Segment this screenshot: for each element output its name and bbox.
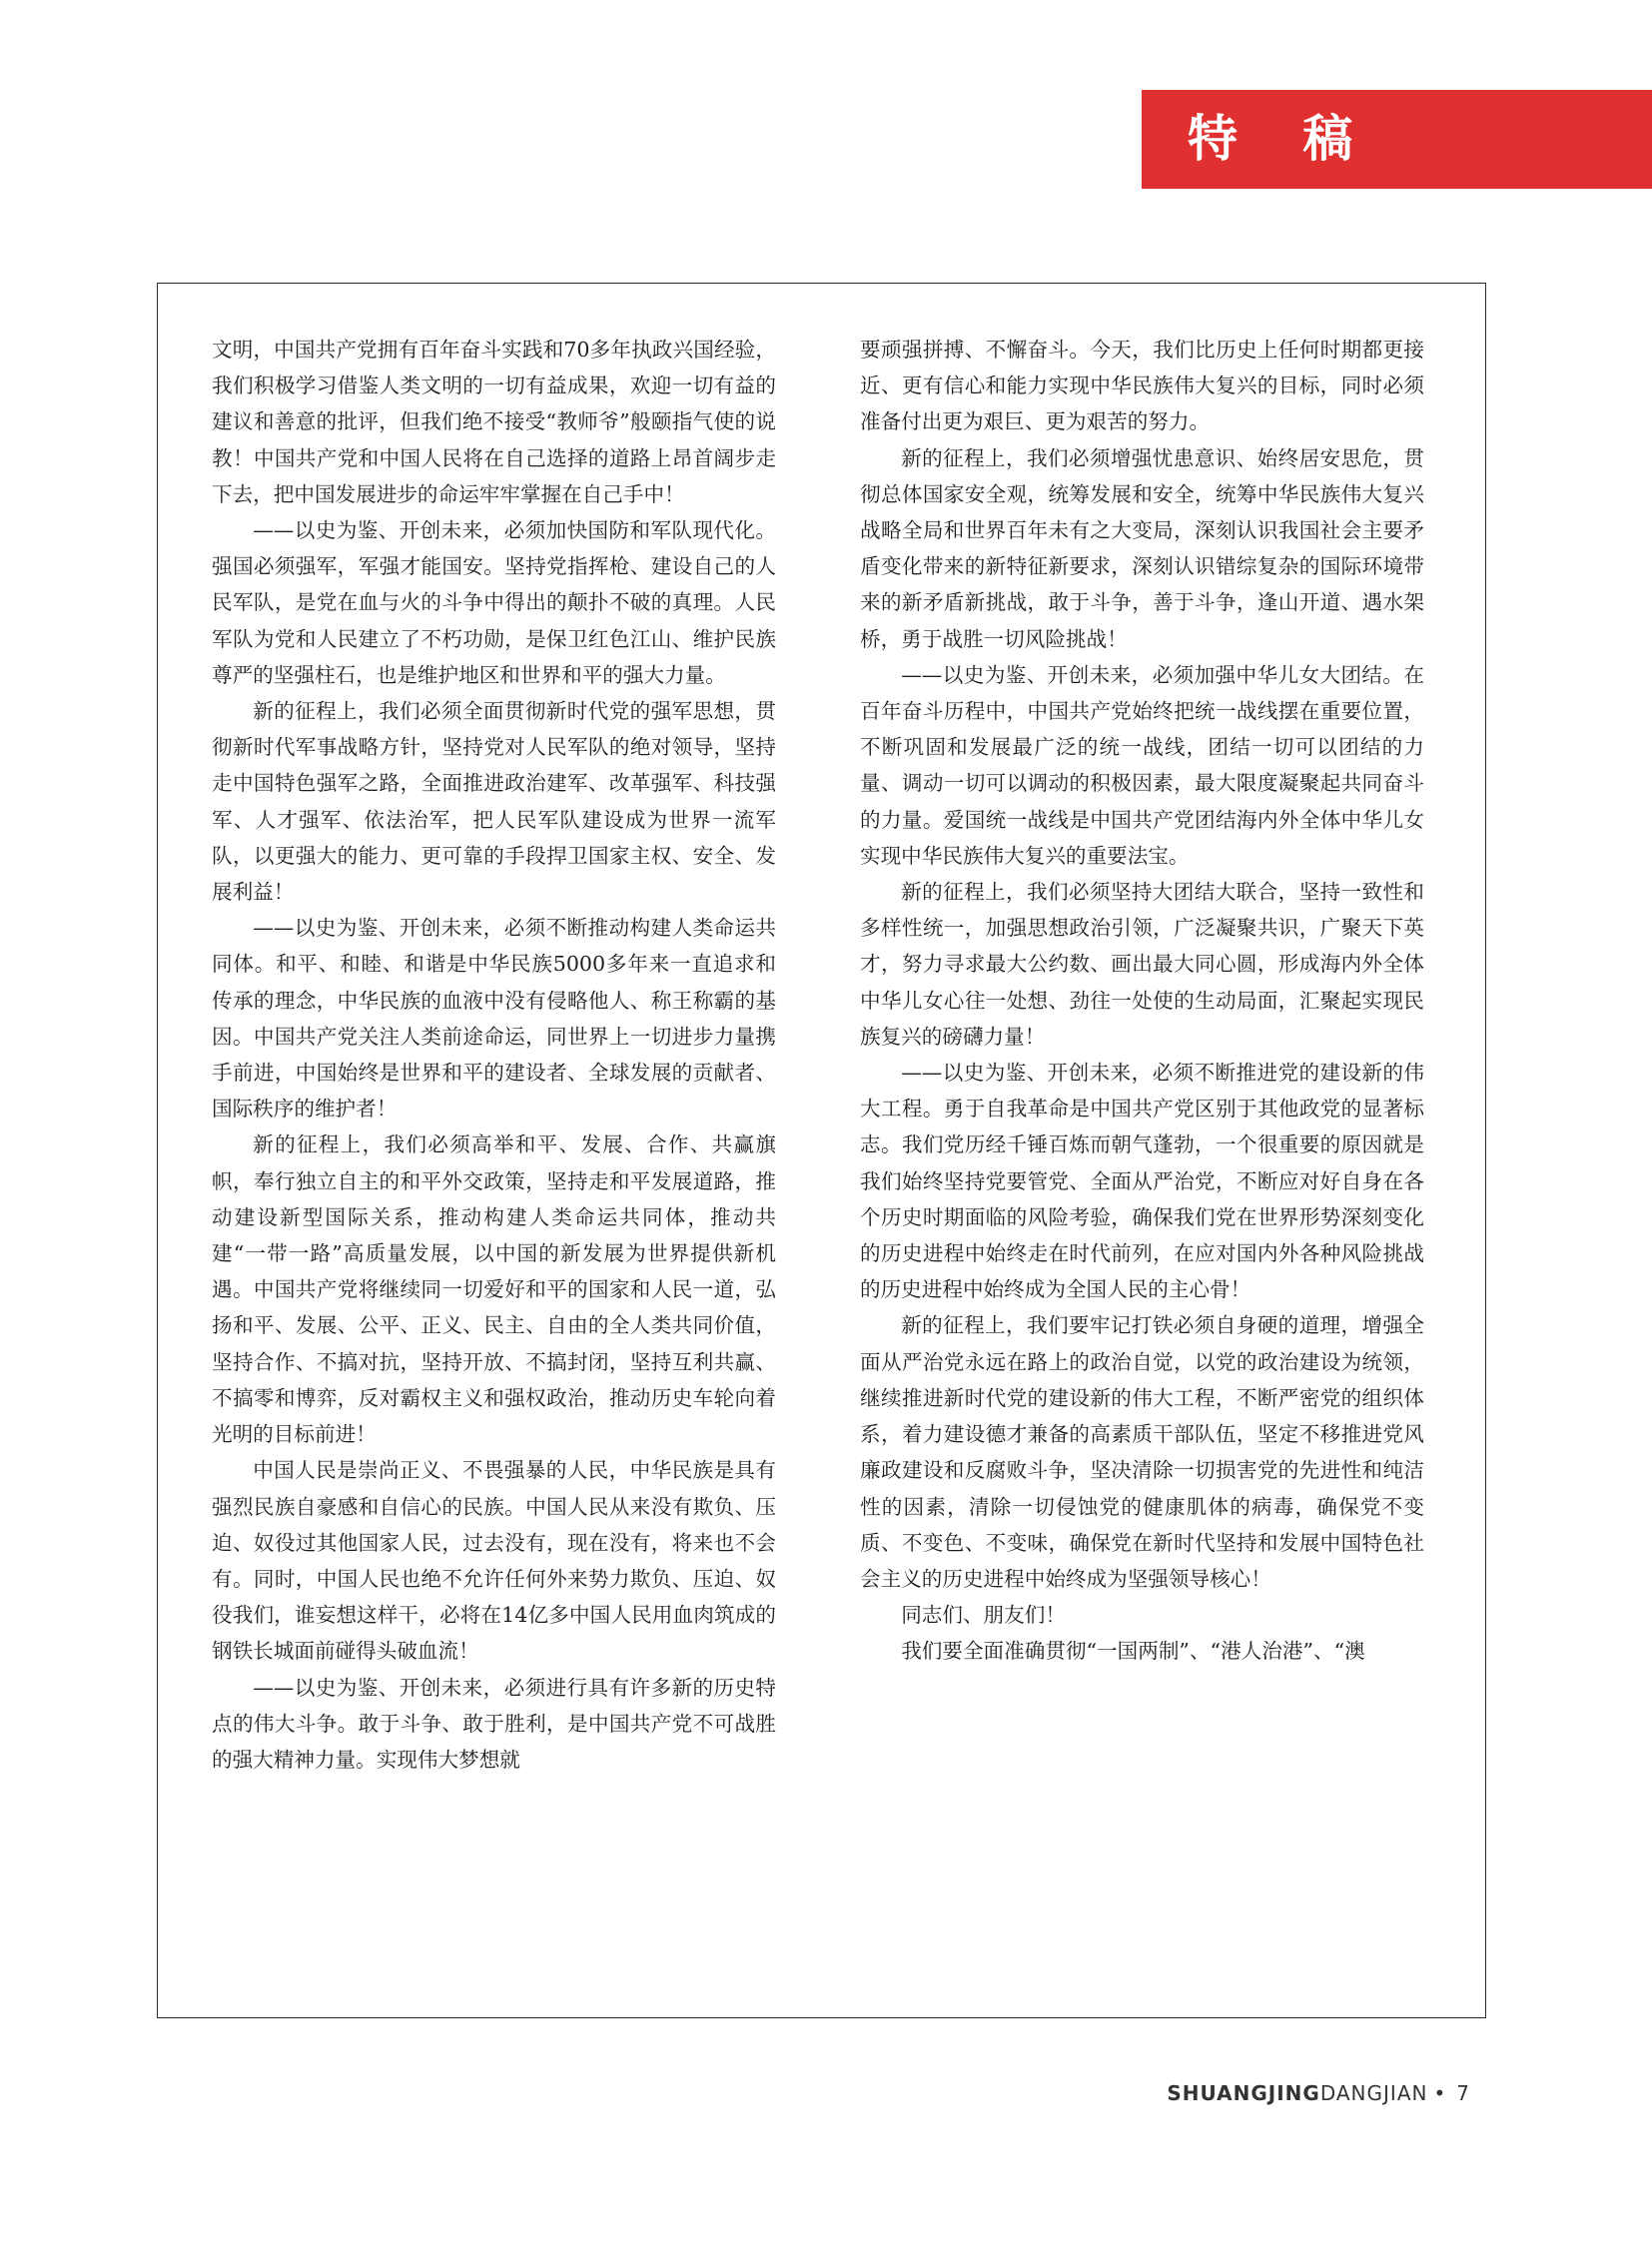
paragraph: 新的征程上，我们必须高举和平、发展、合作、共赢旗帜，奉行独立自主的和平外交政策，坚持走和平发展道路，推动建设新型国际关系，推动构建人类命运共同体，推动共建“一带一路”高质量发展，以中国的新发展为世界提供新机遇。中国共产党将继续同一切爱好和平的国家和人民一道，弘扬和平、发展、公平、正义、民主、自由的全人类共同价值，坚持合作、不搞对抗，坚持开放、不搞封闭，坚持互利共赢、不搞零和博弈，反对霸权主义和强权政治，推动历史车轮向着光明的目标前进！	[212, 1132, 776, 1447]
footer-brand-bold: SHUANGJING	[1167, 2081, 1320, 2105]
paragraph: ——以史为鉴、开创未来，必须不断推进党的建设新的伟大工程。勇于自我革命是中国共产党区别于其他政党的显著标志。我们党历经千锤百炼而朝气蓬勃，一个很重要的原因就是我们始终坚持党要管党、全面从严治党，不断应对好自身在各个历史时期面临的风险考验，确保我们党在世界形势深刻变化的历史进程中始终走在时代前列，在应对国内外各种风险挑战的历史进程中始终成为全国人民的主心骨！	[860, 1061, 1424, 1302]
paragraph: ——以史为鉴、开创未来，必须加强中华儿女大团结。在百年奋斗历程中，中国共产党始终把统一战线摆在重要位置，不断巩固和发展最广泛的统一战线，团结一切可以团结的力量、调动一切可以调动的积极因素，最大限度凝聚起共同奋斗的力量。爱国统一战线是中国共产党团结海内外全体中华儿女实现中华民族伟大复兴的重要法宝。	[860, 662, 1424, 868]
paragraph: 新的征程上，我们必须全面贯彻新时代党的强军思想，贯彻新时代军事战略方针，坚持党对人民军队的绝对领导，坚持走中国特色强军之路，全面推进政治建军、改革强军、科技强军、人才强军、依法治军，把人民军队建设成为世界一流军队，以更强大的能力、更可靠的手段捍卫国家主权、安全、发展利益！	[212, 699, 776, 905]
paragraph: 中国人民是崇尚正义、不畏强暴的人民，中华民族是具有强烈民族自豪感和自信心的民族。中国人民从来没有欺负、压迫、奴役过其他国家人民，过去没有，现在没有，将来也不会有。同时，中国人民也绝不允许任何外来势力欺负、压迫、奴役我们，谁妄想这样干，必将在14亿多中国人民用血肉筑成的钢铁长城面前碰得头破血流！	[212, 1458, 776, 1664]
paragraph: ——以史为鉴、开创未来，必须进行具有许多新的历史特点的伟大斗争。敢于斗争、敢于胜利，是中国共产党不可战胜的强大精神力量。实现伟大梦想就	[212, 1675, 776, 1772]
paragraph: 新的征程上，我们必须坚持大团结大联合，坚持一致性和多样性统一，加强思想政治引领，广泛凝聚共识，广聚天下英才，努力寻求最大公约数、画出最大同心圆，形成海内外全体中华儿女心往一处想、劲往一处使的生动局面，汇聚起实现民族复兴的磅礴力量！	[860, 880, 1424, 1049]
footer-separator: •	[1433, 2081, 1447, 2105]
paragraph: ——以史为鉴、开创未来，必须不断推动构建人类命运共同体。和平、和睦、和谐是中华民族5000多年来一直追求和传承的理念，中华民族的血液中没有侵略他人、称王称霸的基因。中国共产党关注人类前途命运，同世界上一切进步力量携手前进，中国始终是世界和平的建设者、全球发展的贡献者、国际秩序的维护者！	[212, 916, 776, 1122]
page-footer	[1167, 2081, 1470, 2105]
article-frame	[157, 283, 1486, 2018]
paragraph: 新的征程上，我们要牢记打铁必须自身硬的道理，增强全面从严治党永远在路上的政治自觉，以党的政治建设为统领，继续推进新时代党的建设新的伟大工程，不断严密党的组织体系，着力建设德才兼备的高素质干部队伍，坚定不移推进党风廉政建设和反腐败斗争，坚决清除一切损害党的先进性和纯洁性的因素，清除一切侵蚀党的健康肌体的病毒，确保党不变质、不变色、不变味，确保党在新时代坚持和发展中国特色社会主义的历史进程中始终成为坚强领导核心！	[860, 1313, 1424, 1591]
footer-brand-light: DANGJIAN	[1319, 2081, 1428, 2105]
section-banner: 特 稿	[1142, 90, 1652, 189]
page-number: 7	[1456, 2081, 1470, 2105]
paragraph: 文明，中国共产党拥有百年奋斗实践和70多年执政兴国经验，我们积极学习借鉴人类文明的一切有益成果，欢迎一切有益的建议和善意的批评，但我们绝不接受“教师爷”般颐指气使的说教！中国共产党和中国人民将在自己选择的道路上昂首阔步走下去，把中国发展进步的命运牢牢掌握在自己手中！	[212, 338, 776, 506]
paragraph: 新的征程上，我们必须增强忧患意识、始终居安思危，贯彻总体国家安全观，统筹发展和安全，统筹中华民族伟大复兴战略全局和世界百年未有之大变局，深刻认识我国社会主要矛盾变化带来的新特征新要求，深刻认识错综复杂的国际环境带来的新矛盾新挑战，敢于斗争，善于斗争，逢山开道、遇水架桥，勇于战胜一切风险挑战！	[860, 445, 1424, 651]
left-column	[212, 332, 776, 1778]
paragraph: ——以史为鉴、开创未来，必须加快国防和军队现代化。强国必须强军，军强才能国安。坚持党指挥枪、建设自己的人民军队，是党在血与火的斗争中得出的颠扑不破的真理。人民军队为党和人民建立了不朽功勋，是保卫红色江山、维护民族尊严的坚强柱石，也是维护地区和世界和平的强大力量。	[212, 518, 776, 687]
paragraph: 我们要全面准确贯彻“一国两制”、“港人治港”、“澳	[901, 1639, 1365, 1664]
paragraph: 要顽强拼搏、不懈奋斗。今天，我们比历史上任何时期都更接近、更有信心和能力实现中华民族伟大复兴的目标，同时必须准备付出更为艰巨、更为艰苦的努力。	[860, 338, 1424, 434]
right-column	[860, 332, 1424, 1670]
paragraph: 同志们、朋友们！	[901, 1603, 1066, 1628]
